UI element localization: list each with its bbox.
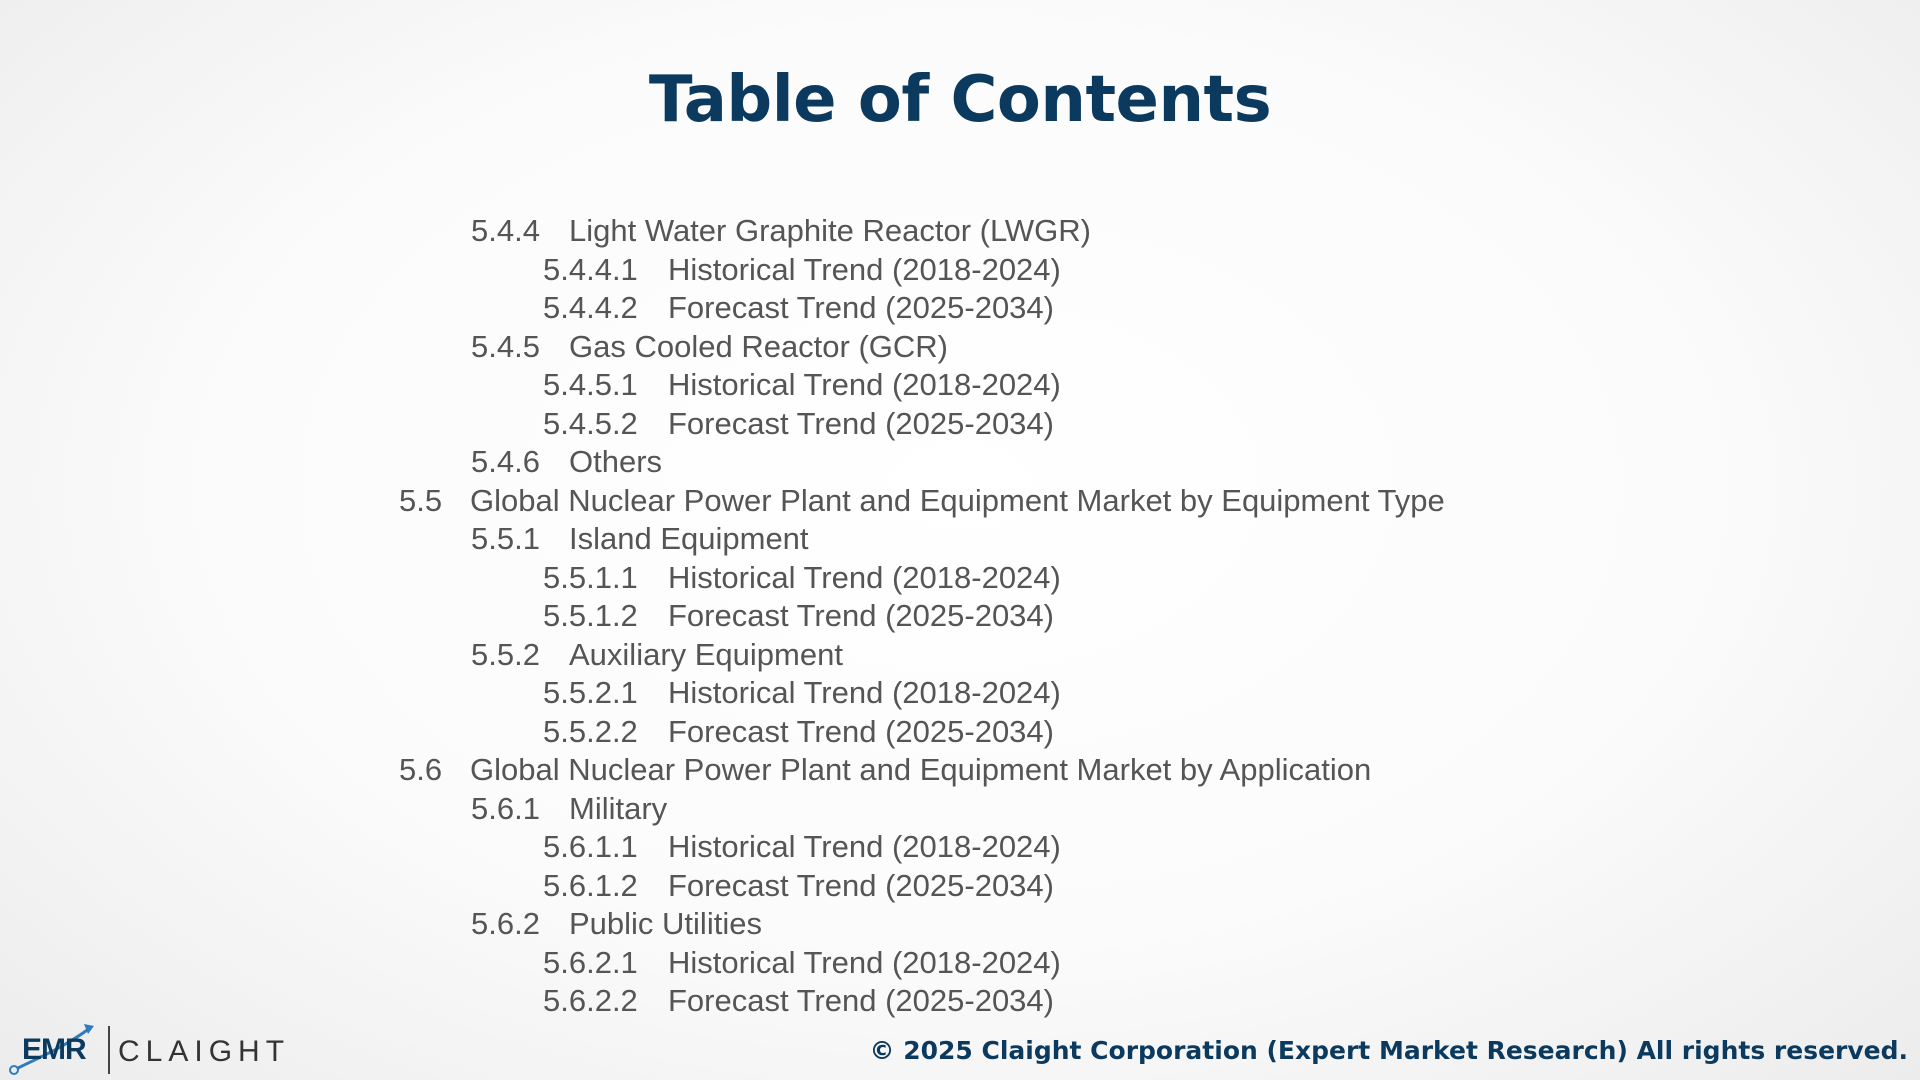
toc-entry-number: 5.4.4.2 <box>543 290 638 325</box>
toc-entry-label: Historical Trend (2018-2024) <box>668 944 1061 980</box>
toc-entry-label: Military <box>569 790 668 826</box>
toc-entry-label: Public Utilities <box>569 906 762 941</box>
toc-entry <box>543 944 1061 982</box>
toc-entry-number: 5.5.2.1 <box>543 675 638 710</box>
toc-entry-label: Island Equipment <box>569 521 809 556</box>
toc-entry <box>543 289 1054 327</box>
toc-entry <box>543 828 1061 866</box>
toc-entry <box>543 674 1061 712</box>
toc-entry-label: Historical Trend (2018-2024) <box>668 251 1061 287</box>
toc-entry-label: Global Nuclear Power Plant and Equipment Market by Equipment Type <box>470 482 1445 518</box>
toc-entry-number: 5.5.1.2 <box>543 598 638 633</box>
toc-entry-label: Gas Cooled Reactor (GCR) <box>569 328 949 364</box>
logo-claight-text: CLAIGHT <box>118 1035 291 1068</box>
toc-entry-label: Forecast Trend (2025-2034) <box>668 598 1054 633</box>
company-logo <box>8 1018 291 1078</box>
copyright-notice: © 2025 Claight Corporation (Expert Market Research) All rights reserved. <box>869 1036 1908 1065</box>
logo-emr-text: EMR <box>22 1033 86 1066</box>
toc-entry-label: Forecast Trend (2025-2034) <box>668 713 1054 749</box>
toc-entry-label: Light Water Graphite Reactor (LWGR) <box>569 213 1091 248</box>
toc-entry-number: 5.6.1.2 <box>543 867 638 903</box>
toc-entry <box>471 905 762 943</box>
toc-entry-number: 5.6.1 <box>471 790 540 826</box>
toc-entry-label: Forecast Trend (2025-2034) <box>668 983 1054 1018</box>
toc-entry <box>543 251 1061 289</box>
toc-entry-label: Auxiliary Equipment <box>569 636 843 672</box>
toc-entry-number: 5.4.5.1 <box>543 367 638 402</box>
toc-entry-label: Forecast Trend (2025-2034) <box>668 290 1054 325</box>
toc-entry-label: Others <box>569 444 663 479</box>
page-title: Table of Contents <box>648 63 1272 137</box>
toc-entry-number: 5.6 <box>399 752 443 787</box>
toc-entry-number: 5.5.1 <box>471 521 540 556</box>
toc-entry <box>543 597 1054 635</box>
toc-entry-number: 5.4.5.2 <box>543 405 638 441</box>
toc-entry-label: Historical Trend (2018-2024) <box>668 559 1061 595</box>
toc-entry-label: Forecast Trend (2025-2034) <box>668 405 1054 441</box>
toc-entry <box>471 636 843 674</box>
toc-entry <box>399 751 1371 789</box>
toc-entry <box>471 328 948 366</box>
toc-entry-label: Global Nuclear Power Plant and Equipment Market by Application <box>470 752 1372 787</box>
toc-entry-number: 5.4.6 <box>471 444 540 479</box>
toc-entry-number: 5.5.2.2 <box>543 713 638 749</box>
toc-entry-number: 5.5.2 <box>471 636 540 672</box>
toc-entry <box>399 482 1445 520</box>
toc-entry <box>543 405 1054 443</box>
toc-entry-number: 5.4.4 <box>471 213 540 248</box>
toc-entry <box>543 867 1054 905</box>
toc-entry <box>543 559 1061 597</box>
toc-entry <box>471 520 809 558</box>
toc-entry-number: 5.5 <box>399 482 443 518</box>
toc-entry-label: Historical Trend (2018-2024) <box>668 675 1061 710</box>
toc-entry-number: 5.5.1.1 <box>543 559 638 595</box>
toc-entry-number: 5.6.2.2 <box>543 983 638 1018</box>
toc-entry-number: 5.4.5 <box>471 328 540 364</box>
toc-entry-number: 5.6.2 <box>471 906 540 941</box>
toc-entry <box>471 443 662 481</box>
toc-entry-number: 5.6.2.1 <box>543 944 638 980</box>
toc-entry-label: Forecast Trend (2025-2034) <box>668 867 1054 903</box>
toc-entry <box>471 212 1091 250</box>
toc-entry-number: 5.6.1.1 <box>543 829 638 864</box>
toc-entry <box>471 790 667 828</box>
logo-divider <box>108 1026 110 1074</box>
toc-entry <box>543 366 1061 404</box>
toc-entry-number: 5.4.4.1 <box>543 251 638 287</box>
toc-entry-label: Historical Trend (2018-2024) <box>668 829 1061 864</box>
toc-entry-label: Historical Trend (2018-2024) <box>668 367 1061 402</box>
toc-entry <box>543 982 1054 1020</box>
toc-entry <box>543 713 1054 751</box>
